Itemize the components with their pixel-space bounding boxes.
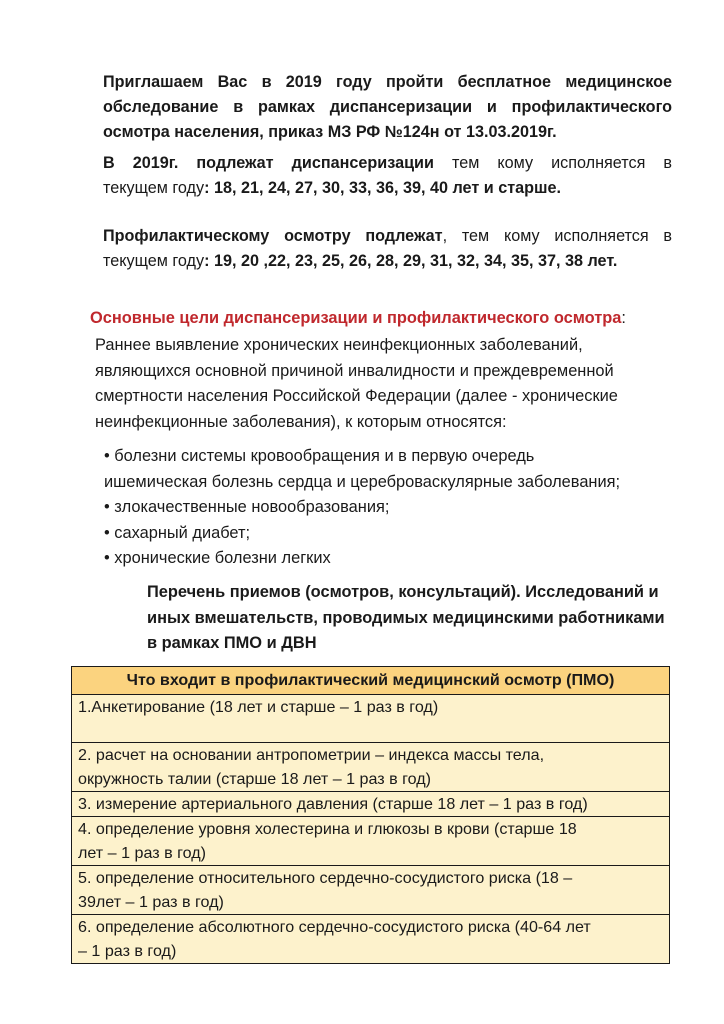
intro-paragraph bbox=[103, 70, 672, 145]
list-item bbox=[104, 444, 620, 495]
goals-body-line: неинфекционные заболевания), к которым относятся: bbox=[95, 412, 507, 431]
intro-line: обследование в рамках диспансеризации и профилактического bbox=[103, 98, 672, 116]
intro-line: Приглашаем Вас в 2019 году пройти бесплатное медицинское bbox=[103, 73, 672, 91]
table-header: Что входит в профилактический медицинский осмотр (ПМО) bbox=[72, 667, 670, 695]
procedures-heading-line: иных вмешательств, проводимых медицинскими работниками bbox=[147, 608, 665, 627]
table-cell bbox=[72, 817, 670, 866]
list-item bbox=[104, 495, 620, 521]
table-cell-line: 4. определение уровня холестерина и глюкозы в крови (старше 18 bbox=[78, 820, 577, 838]
table-cell bbox=[72, 866, 670, 915]
preventive-paragraph bbox=[103, 224, 672, 274]
procedures-heading bbox=[147, 580, 665, 657]
table-header-row bbox=[72, 667, 670, 695]
list-item bbox=[104, 546, 620, 572]
goals-colon: : bbox=[621, 309, 626, 327]
table-row bbox=[72, 866, 670, 915]
preventive-ages: : 19, 20 ,22, 23, 25, 26, 28, 29, 31, 32, 34, 35, 37, 38 лет. bbox=[204, 252, 618, 270]
goals-body-line: являющихся основной причиной инвалидности и преждевременной bbox=[95, 361, 614, 380]
table-row bbox=[72, 695, 670, 743]
preventive-line-1 bbox=[103, 224, 672, 249]
list-item-text: • болезни системы кровообращения и в первую очередь bbox=[104, 447, 535, 465]
list-item bbox=[104, 521, 620, 547]
goals-body-line: Раннее выявление хронических неинфекционных заболеваний, bbox=[95, 336, 583, 354]
goals-body-line: смертности населения Российской Федерации (далее - хронические bbox=[95, 387, 618, 405]
pmo-table bbox=[71, 666, 670, 964]
list-item-text: • злокачественные новообразования; bbox=[104, 498, 390, 516]
table-cell bbox=[72, 915, 670, 964]
procedures-heading-line: в рамках ПМО и ДВН bbox=[147, 634, 317, 652]
disease-list bbox=[104, 444, 620, 572]
dispanserization-line-1 bbox=[103, 151, 672, 176]
preventive-line-2 bbox=[103, 249, 672, 274]
table-cell-line: – 1 раз в год) bbox=[78, 942, 177, 960]
dispanserization-rest: тем кому исполняется в bbox=[433, 154, 672, 172]
table-row bbox=[72, 792, 670, 817]
dispanserization-paragraph bbox=[103, 151, 672, 201]
goals-heading bbox=[90, 306, 626, 330]
table-cell bbox=[72, 792, 670, 817]
procedures-heading-line: Перечень приемов (осмотров, консультаций). Исследований и bbox=[147, 583, 659, 601]
preventive-rest: , тем кому исполняется в bbox=[442, 227, 672, 245]
preventive-prefix: текущем году bbox=[103, 252, 205, 270]
table-cell-line: 5. определение относительного сердечно-сосудистого риска (18 – bbox=[78, 869, 573, 887]
list-item-text: ишемическая болезнь сердца и цереброваскулярные заболевания; bbox=[104, 472, 621, 491]
list-item-text: • сахарный диабет; bbox=[104, 523, 251, 542]
dispanserization-ages: : 18, 21, 24, 27, 30, 33, 36, 39, 40 лет и старше. bbox=[204, 179, 562, 197]
table-row bbox=[72, 915, 670, 964]
table-row bbox=[72, 817, 670, 866]
table-cell-line: 39лет – 1 раз в год) bbox=[78, 893, 224, 911]
table-cell-line: окружность талии (старше 18 лет – 1 раз в год) bbox=[78, 770, 432, 788]
goals-title: Основные цели диспансеризации и профилактического осмотра bbox=[90, 309, 622, 327]
goals-body bbox=[95, 333, 695, 435]
table-cell-line: 2. расчет на основании антропометрии – индекса массы тела, bbox=[78, 746, 545, 764]
dispanserization-prefix: текущем году bbox=[103, 179, 205, 197]
table-cell-line: лет – 1 раз в год) bbox=[78, 844, 206, 862]
preventive-lead: Профилактическому осмотру подлежат bbox=[103, 227, 443, 245]
table-cell-line: 1.Анкетирование (18 лет и старше – 1 раз в год) bbox=[78, 698, 439, 716]
intro-line: осмотра населения, приказ МЗ РФ №124н от 13.03.2019г. bbox=[103, 123, 557, 141]
table-cell bbox=[72, 695, 670, 743]
list-item-text: • хронические болезни легких bbox=[104, 549, 331, 567]
table-row bbox=[72, 743, 670, 792]
dispanserization-lead: В 2019г. подлежат диспансеризации bbox=[103, 154, 434, 172]
dispanserization-line-2 bbox=[103, 176, 672, 201]
table-cell-line: 3. измерение артериального давления (старше 18 лет – 1 раз в год) bbox=[78, 795, 588, 813]
table-cell-line: 6. определение абсолютного сердечно-сосудистого риска (40-64 лет bbox=[78, 918, 591, 936]
table-cell bbox=[72, 743, 670, 792]
